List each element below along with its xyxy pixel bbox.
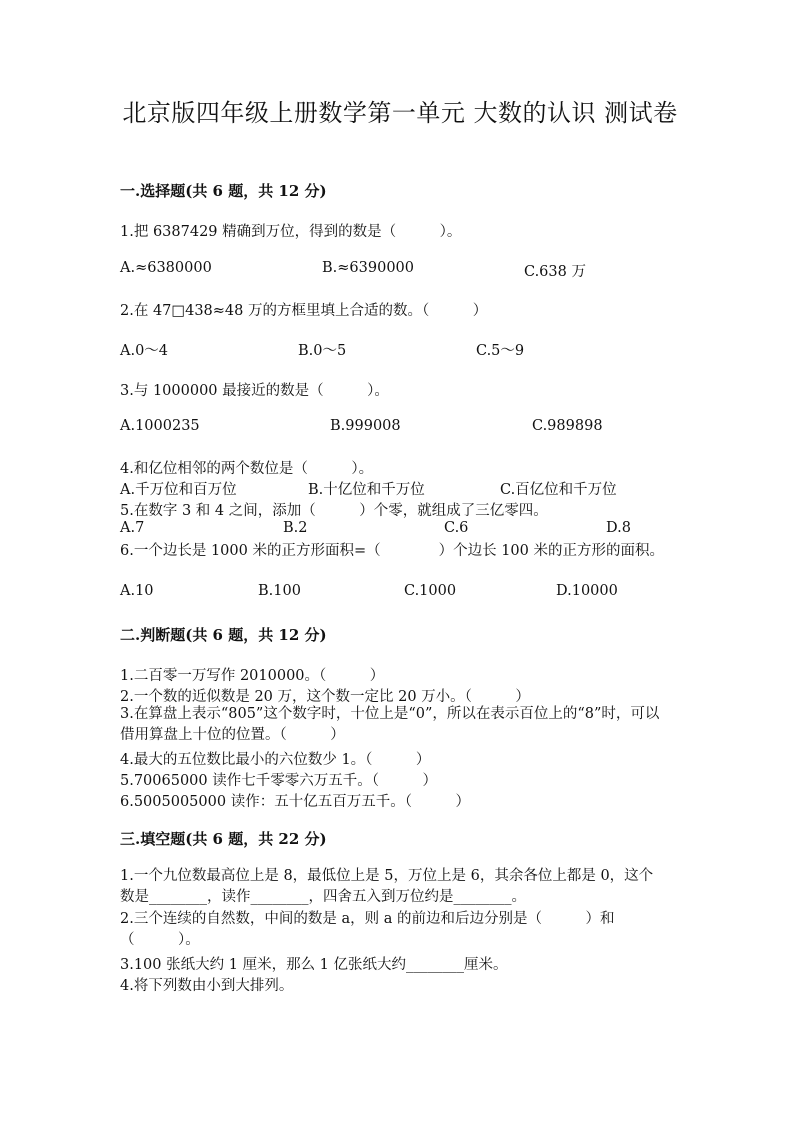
choice-3-option-a: A.1000235 (120, 418, 200, 434)
choice-4-option-c: C.百亿位和千万位 (500, 482, 617, 498)
choice-2-option-b: B.0～5 (298, 343, 347, 359)
choice-5-option-b: B.2 (283, 520, 308, 536)
section-heading-fill: 三.填空题(共 6 题，共 22 分) (120, 830, 327, 848)
choice-question-3: 3.与 1000000 最接近的数是（ ）。 (120, 383, 389, 399)
choice-6-option-b: B.100 (258, 583, 301, 599)
choice-4-option-a: A.千万位和百万位 (120, 482, 237, 498)
choice-6-option-d: D.10000 (556, 583, 618, 599)
choice-2-option-a: A.0～4 (120, 343, 169, 359)
choice-6-option-c: C.1000 (404, 583, 457, 599)
judge-question-1: 1.二百零一万写作 2010000。（ ） (120, 668, 385, 684)
choice-question-2: 2.在 47□438≈48 万的方框里填上合适的数。（ ） (120, 303, 488, 319)
section-heading-judge: 二.判断题(共 6 题，共 12 分) (120, 626, 327, 644)
fill-question-4: 4.将下列数由小到大排列。 (120, 978, 294, 994)
choice-3-option-c: C.989898 (532, 418, 603, 434)
choice-question-1: 1.把 6387429 精确到万位，得到的数是（ ）。 (120, 224, 462, 240)
judge-question-3: 3.在算盘上表示“805”这个数字时，十位上是“0”，所以在表示百位上的“8”时，可以借用算盘上十位的位置。（ ） (120, 706, 660, 743)
choice-5-option-a: A.7 (120, 520, 145, 536)
fill-question-2: 2.三个连续的自然数，中间的数是 a，则 a 的前边和后边分别是（ ）和（ ）。 (120, 911, 615, 948)
choice-question-6: 6.一个边长是 1000 米的正方形面积=（ ）个边长 100 米的正方形的面积。 (120, 543, 664, 559)
choice-1-option-c: C.638 万 (524, 264, 586, 280)
fill-question-1: 1.一个九位数最高位上是 8，最低位上是 5，万位上是 6，其余各位上都是 0，这个数是________，读作________，四舍五入到万位约是________。 (120, 868, 654, 905)
choice-3-option-b: B.999008 (330, 418, 401, 434)
judge-question-2: 2.一个数的近似数是 20 万，这个数一定比 20 万小。（ ） (120, 689, 530, 705)
page-title: 北京版四年级上册数学第一单元 大数的认识 测试卷 (122, 99, 678, 127)
choice-5-option-c: C.6 (444, 520, 469, 536)
choice-2-option-c: C.5～9 (476, 343, 525, 359)
section-heading-choice: 一.选择题(共 6 题，共 12 分) (120, 182, 327, 200)
judge-question-5: 5.70065000 读作七千零零六万五千。（ ） (120, 773, 437, 789)
judge-question-6: 6.5005005000 读作：五十亿五百万五千。（ ） (120, 794, 470, 810)
choice-4-option-b: B.十亿位和千万位 (308, 482, 425, 498)
choice-1-option-a: A.≈6380000 (120, 260, 212, 276)
fill-question-3: 3.100 张纸大约 1 厘米，那么 1 亿张纸大约________厘米。 (120, 957, 508, 973)
choice-question-4: 4.和亿位相邻的两个数位是（ ）。 (120, 461, 374, 477)
judge-question-4: 4.最大的五位数比最小的六位数少 1。（ ） (120, 752, 431, 768)
choice-6-option-a: A.10 (120, 583, 154, 599)
choice-question-5: 5.在数字 3 和 4 之间，添加（ ）个零，就组成了三亿零四。 (120, 503, 548, 519)
choice-5-option-d: D.8 (606, 520, 631, 536)
choice-1-option-b: B.≈6390000 (322, 260, 414, 276)
